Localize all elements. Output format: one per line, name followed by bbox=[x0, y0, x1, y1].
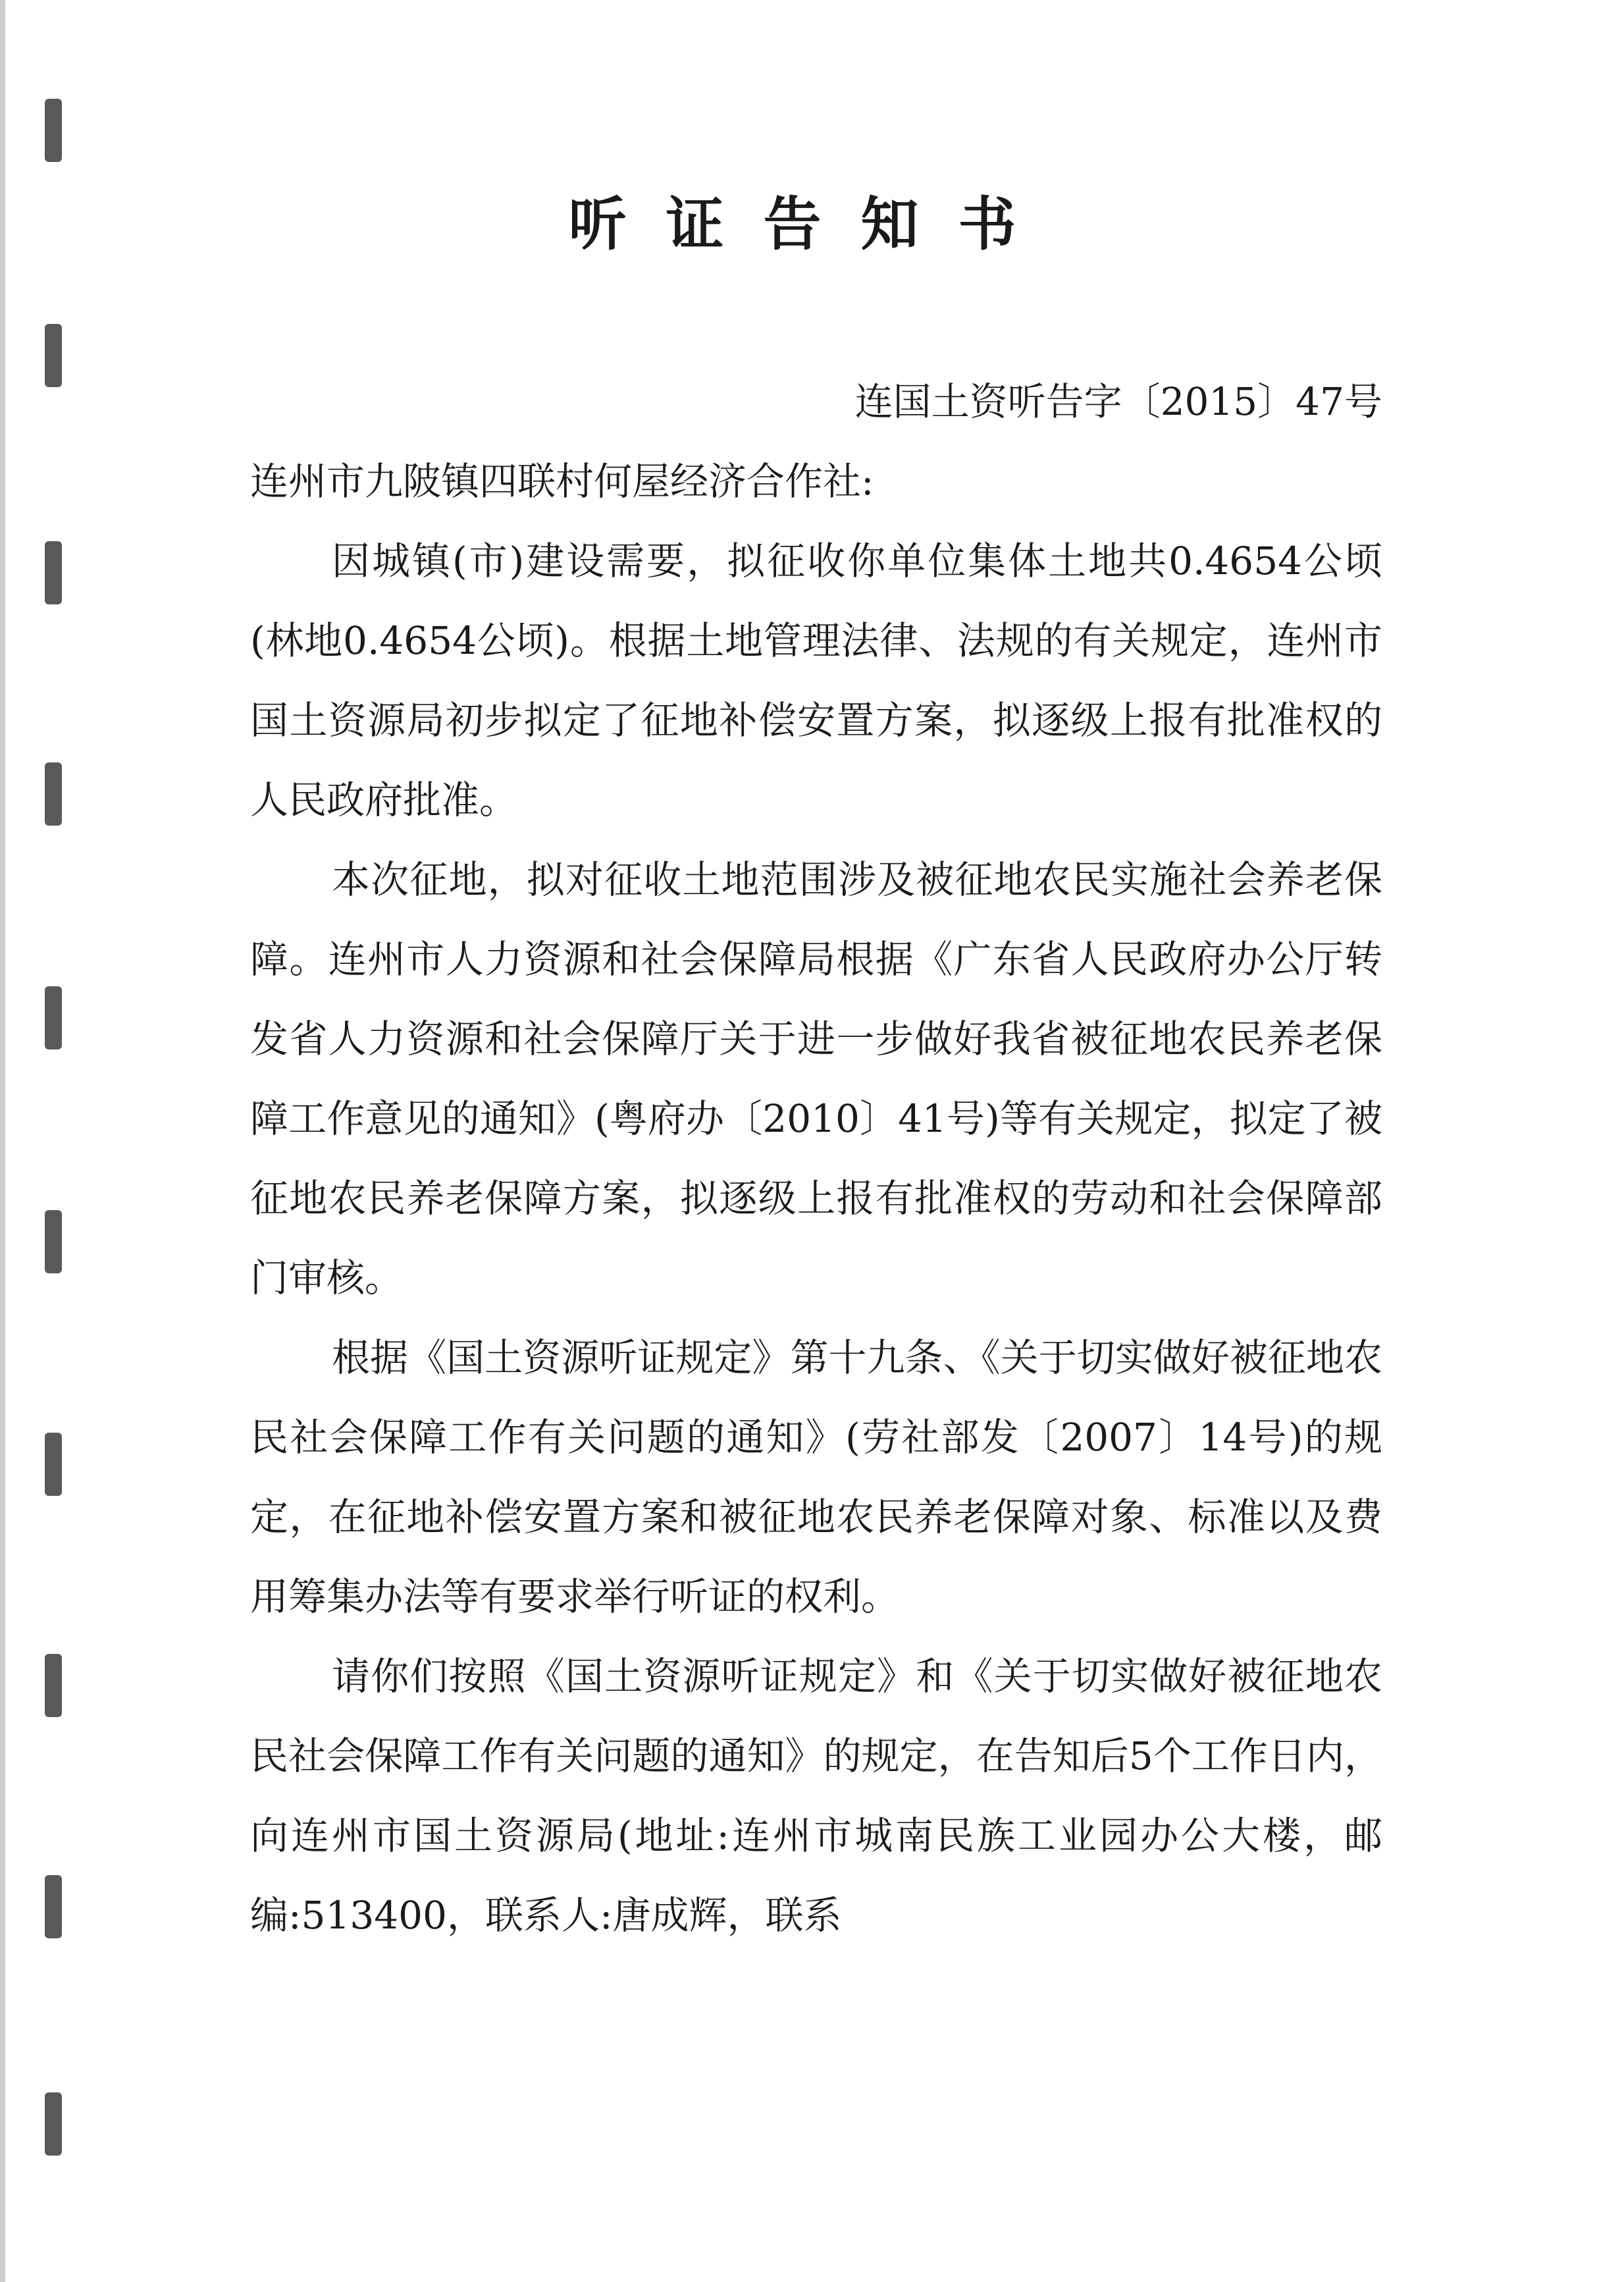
binding-mark bbox=[45, 541, 62, 604]
document-title: 听证告知书 bbox=[568, 190, 1056, 258]
binding-mark bbox=[45, 1210, 62, 1273]
binding-mark bbox=[45, 324, 62, 387]
recipient: 连州市九陂镇四联村何屋经济合作社: bbox=[250, 459, 874, 504]
binding-mark bbox=[45, 2092, 62, 2156]
binding-mark bbox=[45, 1875, 62, 1938]
document-body bbox=[250, 362, 1382, 1955]
body-paragraph: 请你们按照《国土资源听证规定》和《关于切实做好被征地农民社会保障工作有关问题的通知》的规定，在告知后5个工作日内，向连州市国土资源局(地址:连州市城南民族工业园办公大楼，邮编:513400，联系人:唐成辉，联系 bbox=[250, 1654, 1382, 1938]
binding-mark bbox=[45, 1433, 62, 1496]
binding-mark bbox=[45, 1654, 62, 1717]
body-paragraph: 本次征地，拟对征收土地范围涉及被征地农民实施社会养老保障。连州市人力资源和社会保障局根据《广东省人民政府办公厅转发省人力资源和社会保障厅关于进一步做好我省被征地农民养老保障工作意见的通知》(粤府办〔2010〕41号)等有关规定，拟定了被征地农民养老保障方案，拟逐级上报有批准权的劳动和社会保障部门审核。 bbox=[250, 857, 1382, 1300]
body-paragraph: 因城镇(市)建设需要，拟征收你单位集体土地共0.4654公顷(林地0.4654公顷)。根据土地管理法律、法规的有关规定，连州市国土资源局初步拟定了征地补偿安置方案，拟逐级上报有批准权的人民政府批准。 bbox=[250, 539, 1382, 822]
binding-mark bbox=[45, 99, 62, 162]
body-paragraph: 根据《国土资源听证规定》第十九条、《关于切实做好被征地农民社会保障工作有关问题的通知》(劳社部发〔2007〕14号)的规定，在征地补偿安置方案和被征地农民养老保障对象、标准以及费用筹集办法等有要求举行听证的权利。 bbox=[250, 1335, 1382, 1619]
binding-mark bbox=[45, 762, 62, 826]
page-edge bbox=[0, 0, 5, 2282]
document-number: 连国土资听告字〔2015〕47号 bbox=[854, 379, 1382, 424]
binding-mark bbox=[45, 986, 62, 1049]
